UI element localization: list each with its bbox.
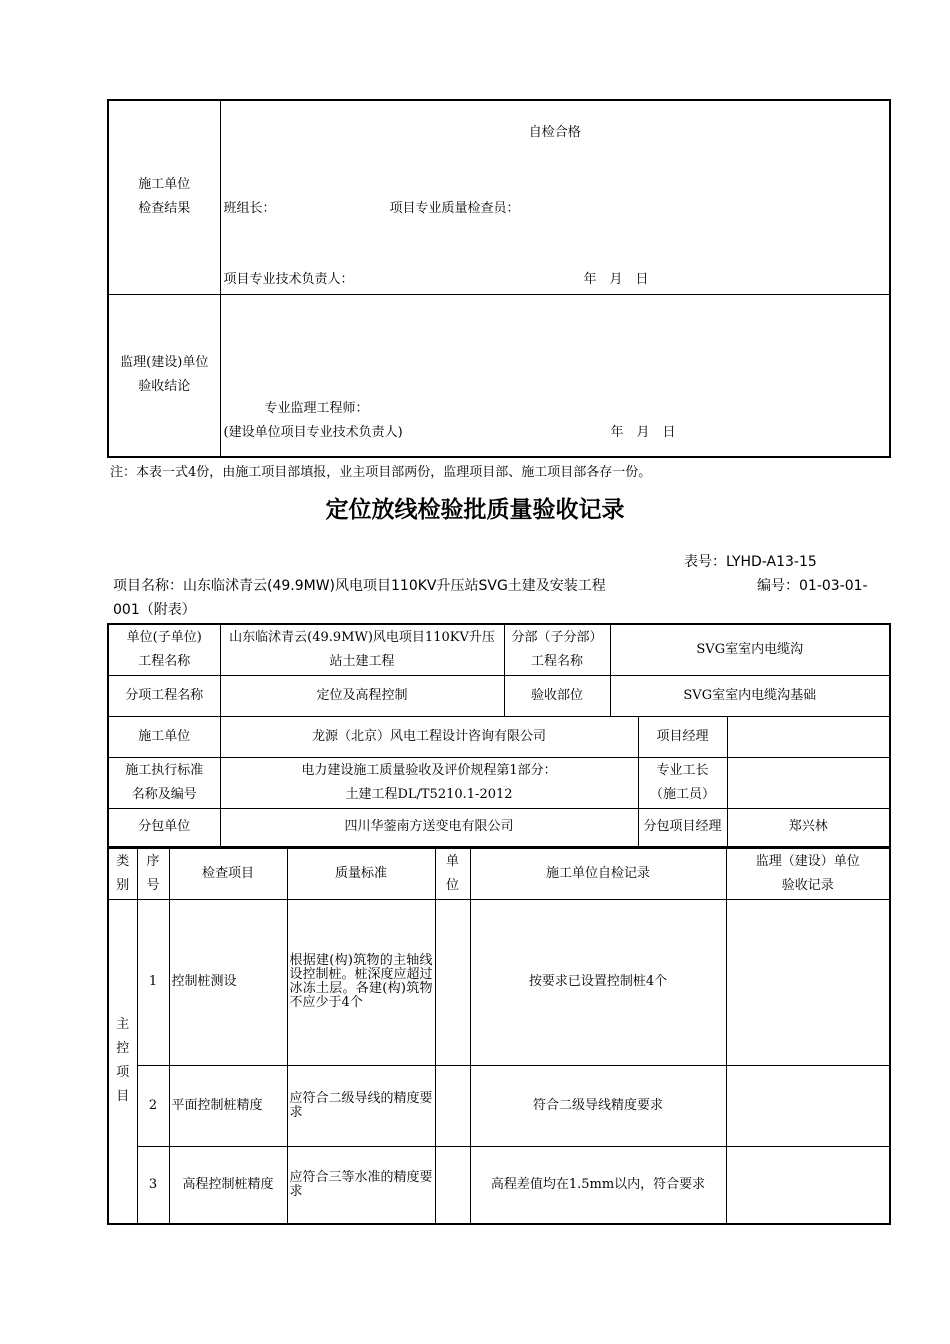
- items-table: [107, 847, 891, 1225]
- subitem-value: 定位及高程控制: [220, 675, 504, 716]
- item-supervision: [726, 1065, 890, 1146]
- sub-pm-label: 分包项目经理: [638, 808, 727, 847]
- item-name: 高程控制桩精度: [169, 1146, 287, 1224]
- item-supervision: [726, 899, 890, 1065]
- subcontractor-value: 四川华蓥南方送变电有限公司: [220, 808, 638, 847]
- owner-tech-label: (建设单位项目专业技术负责人): [223, 424, 403, 440]
- division-value: SVG室室内电缆沟: [610, 624, 890, 675]
- date-1: 年 月 日: [583, 272, 649, 287]
- serial-number: 编号：01-03-01-: [757, 578, 868, 594]
- item-unit: [435, 899, 470, 1065]
- item-unit: [435, 1065, 470, 1146]
- table-row: [108, 1065, 890, 1146]
- supervisor-label: 专业监理工程师：: [264, 400, 369, 416]
- contractor-value: 龙源（北京）风电工程设计咨询有限公司: [220, 716, 638, 757]
- supervision-conclusion-label: 监理(建设)单位 验收结论: [108, 294, 220, 457]
- serial-number-continued: 001（附表）: [113, 602, 196, 618]
- subcontractor-label: 分包单位: [108, 808, 220, 847]
- item-name: 控制桩测设: [169, 899, 287, 1065]
- item-no: 2: [137, 1065, 169, 1146]
- item-supervision: [726, 1146, 890, 1224]
- item-standard: 根据建(构)筑物的主轴线设控制桩。桩深度应超过冰冻土层。各建(构)筑物不应少于4个: [287, 899, 435, 1065]
- subitem-label: 分项工程名称: [108, 675, 220, 716]
- date-2: 年 月 日: [610, 424, 676, 440]
- construction-check-label: 施工单位 检查结果: [108, 100, 220, 294]
- category-header: 类 别: [108, 848, 137, 899]
- construction-check-cell: [220, 100, 890, 294]
- foreman-label: 专业工长 （施工员）: [638, 757, 727, 808]
- item-record: 高程差值均在1.5mm以内，符合要求: [470, 1146, 726, 1224]
- project-manager-label: 项目经理: [638, 716, 727, 757]
- tech-lead-label: 项目专业技术负责人：: [223, 272, 354, 287]
- item-standard: 应符合二级导线的精度要求: [287, 1065, 435, 1146]
- page-title: 定位放线检验批质量验收记录: [325, 497, 625, 523]
- unit-header: 单 位: [435, 848, 470, 899]
- item-record: 按要求已设置控制桩4个: [470, 899, 726, 1065]
- footnote: 注：本表一式4份，由施工项目部填报，业主项目部两份，监理项目部、施工项目部各存一份。: [110, 465, 652, 480]
- acceptance-part-label: 验收部位: [504, 675, 610, 716]
- division-label: 分部（子分部） 工程名称: [504, 624, 610, 675]
- unit-project-value: 山东临沭青云(49.9MW)风电项目110KV升压 站土建工程: [220, 624, 504, 675]
- seq-header: 序 号: [137, 848, 169, 899]
- project-name: 项目名称：山东临沭青云(49.9MW)风电项目110KV升压站SVG土建及安装工程: [113, 578, 606, 594]
- table-row: [108, 899, 890, 1065]
- form-number: 表号：LYHD-A13-15: [684, 554, 817, 570]
- item-no: 3: [137, 1146, 169, 1224]
- item-header: 检查项目: [169, 848, 287, 899]
- inspection-result-table: [107, 99, 891, 458]
- foreman-value: [727, 757, 890, 808]
- self-check-text: 自检合格: [528, 125, 581, 140]
- main-control-category: 主 控 项 目: [108, 899, 137, 1224]
- self-record-header: 施工单位自检记录: [470, 848, 726, 899]
- team-leader-label: 班组长：: [223, 201, 276, 216]
- item-standard: 应符合三等水准的精度要求: [287, 1146, 435, 1224]
- supervision-conclusion-cell: [220, 294, 890, 457]
- item-no: 1: [137, 899, 169, 1065]
- standard-value: 电力建设施工质量验收及评价规程第1部分： 土建工程DL/T5210.1-2012: [220, 757, 638, 808]
- acceptance-part-value: SVG室室内电缆沟基础: [610, 675, 890, 716]
- supervision-record-header: 监理（建设）单位 验收记录: [726, 848, 890, 899]
- item-name: 平面控制桩精度: [169, 1065, 287, 1146]
- quality-inspector-label: 项目专业质量检查员：: [389, 201, 520, 216]
- standard-label: 施工执行标准 名称及编号: [108, 757, 220, 808]
- item-record: 符合二级导线精度要求: [470, 1065, 726, 1146]
- project-info-table: [107, 623, 891, 848]
- sub-pm-value: 郑兴林: [727, 808, 890, 847]
- contractor-label: 施工单位: [108, 716, 220, 757]
- standard-header: 质量标准: [287, 848, 435, 899]
- table-row: [108, 1146, 890, 1224]
- unit-project-label: 单位(子单位) 工程名称: [108, 624, 220, 675]
- item-unit: [435, 1146, 470, 1224]
- project-manager-value: [727, 716, 890, 757]
